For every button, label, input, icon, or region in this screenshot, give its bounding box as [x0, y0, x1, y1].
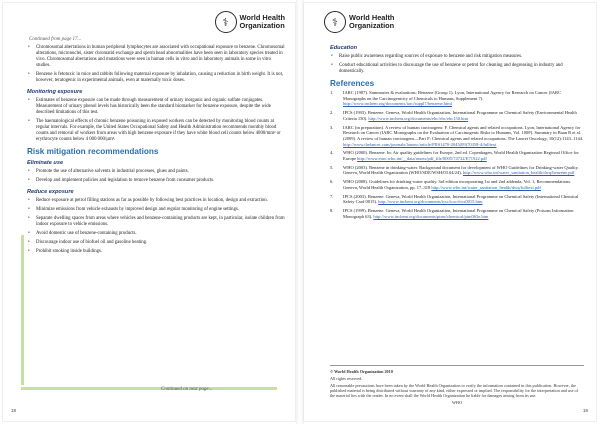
continued-on-note: Continued on next page...: [161, 387, 213, 392]
reference-link[interactable]: http://www.inchem.org/documents/pims/chemical/pim063e.htm: [373, 213, 489, 219]
who-logo: [324, 11, 394, 33]
page-number: 18: [11, 408, 17, 413]
list-item: • Estimates of benzene exposure can be made through measurement of urinary inorganic and organic sulfate conjugates. Measurement of urinary phenol levels has historically been the standard biomarker for benzene exposure, despite the wide described limitations of this test.: [27, 98, 285, 116]
reference-item: 1. IARC (1987). Summaries & evaluations: Benzene (Group 1). Lyon, International Agency for Research on Cancer (IARC Monographs on the Carcinogenicity of Chemicals to Humans, Supplement 7). http://www.inchem.org/documents/iarc/suppl7/benzene.html: [330, 90, 561, 107]
references-heading: References: [330, 79, 375, 88]
book-gutter: [296, 0, 304, 424]
reference-link[interactable]: http://www.who.int/water_sanitation_health/dwq/benzene.pdf: [462, 170, 575, 176]
who-emblem-icon: ⚕: [324, 11, 346, 33]
reference-item: 7. IPCS (2003). Benzene. Geneva, World Health Organization, International Programme on Chemical Safety (International Chemical Safety Card 0015). http://www.inchem.org/documents/icsc/icsc/eics0015.htm: [330, 193, 579, 205]
risk-mitigation-heading: Risk mitigation recommendations: [27, 147, 159, 156]
footer-divider: [330, 365, 584, 366]
list-item: • Prohibit smoking inside buildings.: [27, 249, 285, 255]
reference-link[interactable]: http://www.inchem.org/documents/icsc/icsc/eics0015.htm: [378, 199, 483, 205]
continued-from-note: Continued from page 17...: [29, 37, 82, 42]
reference-item: 6. WHO (2008). Guidelines for drinking-water quality. 3rd edition incorporating 1st and 2nd addenda, Vol. 1, Recommendations. Geneva, World Health Organization, pp. 17–318 http://www.who.int/water_sanitation_health/dwq/fulltext.pdf: [330, 179, 572, 190]
monitoring-heading: Monitoring exposure: [27, 89, 83, 95]
reference-item: 2. IPCS (1993). Benzene. Geneva, World Health Organization, International Programme on Chemical Safety (Environmental Health Criteria 150). http://www.inchem.org/documents/ehc/ehc/ehc150.htm: [330, 110, 577, 121]
reduce-exposure-heading: Reduce exposure: [27, 189, 74, 195]
reference-link[interactable]: http://www.inchem.org/documents/ehc/ehc/ehc150.htm: [368, 115, 469, 121]
list-item: • The haematological effects of chronic benzene poisoning in exposed workers can be detected by monitoring blood counts at regular intervals. For example, the United States Occupational Safety and Health Administration recommends monthly blood counts and removal of workers from areas with high benzene exposure if they have white blood cell counts below 4000/mm³ or erythrocyte counts below 4 000 000/µm³.: [27, 119, 285, 143]
who-logo: [215, 11, 285, 33]
logo-text: [240, 14, 285, 30]
reference-link[interactable]: http://www.thelancet.com/journals/lanonc/article/PIIS1470-2045(09)70358-4/fulltext: [343, 141, 497, 147]
left-page: [3, 3, 295, 421]
section-accent-bar: [21, 235, 24, 385]
list-item: • Conduct educational activities to discourage the use of benzene or petrol for cleaning and degreasing in industry and domestically.: [330, 63, 584, 75]
copyright-line: © World Health Organization 2010: [330, 369, 393, 374]
list-item: • Minimize emissions from vehicle exhausts by improved design and regular monitoring of engine settings.: [27, 207, 285, 213]
page-number: 19: [582, 408, 588, 413]
list-item: • Reduce exposure at petrol filling stations as far as possible by following best practices in location, design and extraction.: [27, 198, 285, 204]
list-item: • Raise public awareness regarding sources of exposure to benzene and risk mitigation measures.: [330, 54, 584, 60]
right-page: [304, 3, 596, 421]
section-accent-rule: [21, 387, 277, 390]
list-item: • Chromosomal aberrations in human peripheral lymphocytes are associated with occupational exposure to benzene. Chromosomal alterations, micronuclei, sister chromatid exchange and sperm head abnormalities have been seen in laboratory species treated in vivo. Chromosomal aberrations and mutations were seen in human cells in vitro and in laboratory animals in some in vitro studies.: [27, 45, 285, 69]
list-item: • Discourage indoor use of biofuel oil and gasoline heating.: [27, 240, 285, 246]
list-item: • Separate dwelling spaces from areas where vehicles and benzene-containing products are kept, in particular, isolate children from indoor exposure to vehicle emissions.: [27, 216, 285, 228]
logo-text: [349, 14, 394, 30]
footer-code: WHO: [451, 400, 462, 406]
reference-item: 3. IARC (in preparation). A review of human carcinogens: F. Chemical agents and related occupations. Lyon, International Agency for Research on Cancer (IARC Monographs on the Evaluation of Carcinogenic Risks to Humans, Vol. 100F). Summary in Baan R et al. (2009). A review of human carcinogens—Part F: Chemical agents and related occupations. The Lancet Oncology, 10(12):1143–1144. http://www.thelancet.com/journals/lanonc/article/PIIS1470-2045(09)70358-4/fulltext: [330, 124, 584, 147]
reference-link[interactable]: http://www.inchem.org/documents/iarc/suppl7/benzene.html: [343, 101, 452, 107]
list-item: • Benzene is fetotoxic in mice and rabbits following maternal exposure by inhalation, causing a reduction in birth weight. It is not, however, teratogenic in experimental animals, even at maternally toxic doses.: [27, 72, 285, 84]
left-content: [27, 45, 285, 258]
rights-line: All rights reserved.: [330, 376, 363, 382]
logo-line1: World Health: [239, 13, 285, 22]
who-emblem-icon: ⚕: [215, 11, 237, 33]
reference-link[interactable]: http://www.euro.who.int/__data/assets/pdf_file/0005/74732/E71922.pdf: [357, 156, 487, 162]
logo-line1: World Health: [349, 13, 395, 22]
reference-item: 4. WHO (2000). Benzene. In: Air quality guidelines for Europe, 2nd ed. Copenhagen, World Health Organization Regional Office for Europe http://www.euro.who.int/__data/assets/pdf_file/0005/74732/E71922.pdf: [330, 150, 579, 162]
right-content: [330, 45, 584, 222]
education-heading: Education: [330, 45, 358, 51]
reference-link[interactable]: http://www.who.int/water_sanitation_health/dwq/fulltext.pdf: [431, 184, 541, 190]
list-item: • Promote the use of alternative solvents in industrial processes, glues and paints.: [27, 169, 285, 175]
reference-item: 8. IPCS (1999). Benzene. Geneva, World Health Organization, International Programme on Chemical Safety (Poisons Information Monograph 63). http://www.inchem.org/documents/pims/chemical/pim063e.htm: [330, 207, 574, 219]
logo-line2: Organization: [239, 21, 285, 30]
list-item: • Develop and implement policies and legislation to remove benzene from consumer products.: [27, 178, 285, 184]
copyright-footer: [330, 369, 584, 408]
logo-line2: Organization: [349, 21, 395, 30]
eliminate-use-heading: Eliminate use: [27, 160, 64, 166]
list-item: • Avoid domestic use of benzene-containing products.: [27, 231, 285, 237]
disclaimer-text: All reasonable precautions have been taken by the World Health Organization to verify the information contained in this publication. However, the published material is being distributed without warranty of any kind, either expressed or implied. The responsibility for the interpretation and use of the material lies with the reader. In no event shall the World Health Organization be liable for damages arising from its use.: [330, 383, 578, 399]
reference-item: 5. WHO (2003). Benzene in drinking-water. Background document for development of WHO Guidelines for Drinking-water Quality. Geneva, World Health Organization (WHO/SDE/WSH/03.04/24). http://www.who.int/water_sanitation_health/dwq/benzene.pdf: [330, 164, 579, 176]
